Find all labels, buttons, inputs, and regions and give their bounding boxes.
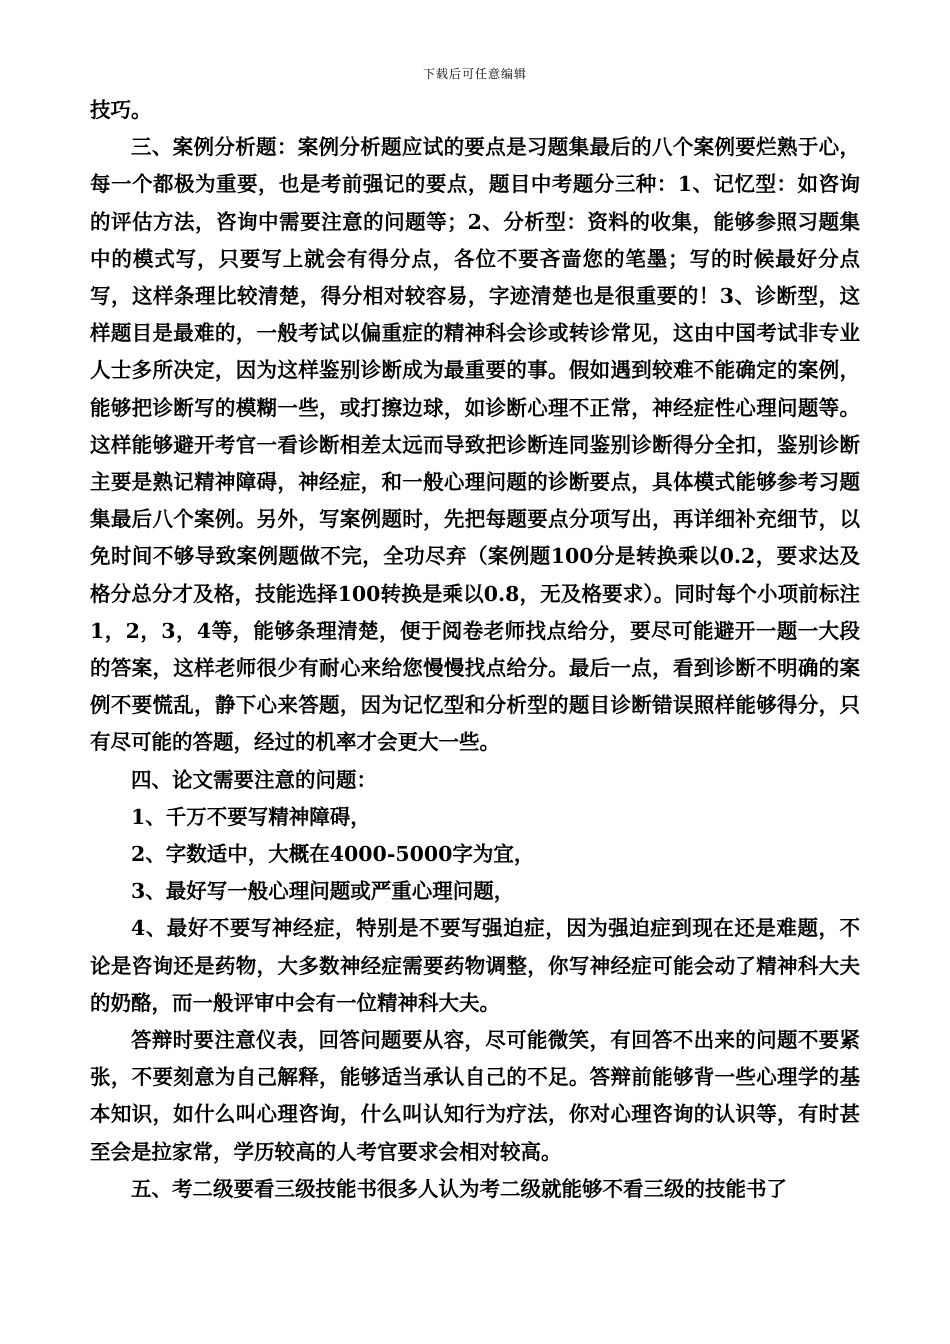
paragraph-thesis-item-2: 2、字数适中，大概在4000-5000字为宜， — [131, 842, 535, 867]
paragraph-thesis-item-4: 4、最好不要写神经症，特别是不要写强迫症，因为强迫症到现在还是难题，不论是咨询还是药物，大多数神经症需要药物调整，你写神经症可能会动了精神科大夫的奶酪，而一般评审中会有一位精神科大夫。 — [90, 916, 860, 1015]
paragraph-thesis-heading: 四、论文需要注意的问题： — [131, 767, 377, 792]
document-body — [90, 92, 860, 1208]
paragraph-section-five: 五、考二级要看三级技能书很多人认为考二级就能够不看三级的技能书了 — [131, 1176, 787, 1201]
paragraph-case-analysis: 三、案例分析题：案例分析题应试的要点是习题集最后的八个案例要烂熟于心，每一个都极为重要，也是考前强记的要点，题目中考题分三种：1、记忆型：如咨询的评估方法，咨询中需要注意的问题等；2、分析型：资料的收集，能够参照习题集中的模式写，只要写上就会有得分点，各位不要吝啬您的笔墨；写的时候最好分点写，这样条理比较清楚，得分相对较容易，字迹清楚也是很重要的！3、诊断型，这样题目是最难的，一般考试以偏重症的精神科会诊或转诊常见，这由中国考试非专业人士多所决定，因为这样鉴别诊断成为最重要的事。假如遇到较难不能确定的案例，能够把诊断写的模糊一些，或打擦边球，如诊断心理不正常，神经症性心理问题等。这样能够避开考官一看诊断相差太远而导致把诊断连同鉴别诊断得分全扣，鉴别诊断主要是熟记精神障碍，神经症，和一般心理问题的诊断要点，具体模式能够参考习题集最后八个案例。另外，写案例题时，先把每题要点分项写出，再详细补充细节，以免时间不够导致案例题做不完，全功尽弃（案例题100分是转换乘以0.2，要求达及格分总分才及格，技能选择100转换是乘以0.8，无及格要求）。同时每个小项前标注1，2，3，4等，能够条理清楚，便于阅卷老师找点给分，要尽可能避开一题一大段的答案，这样老师很少有耐心来给您慢慢找点给分。最后一点，看到诊断不明确的案例不要慌乱，静下心来答题，因为记忆型和分析型的题目诊断错误照样能够得分，只有尽可能的答题，经过的机率才会更大一些。 — [90, 135, 860, 755]
paragraph-continuation: 技巧。 — [90, 98, 152, 122]
paragraph-thesis-item-3: 3、最好写一般心理问题或严重心理问题， — [131, 879, 515, 904]
paragraph-thesis-item-1: 1、千万不要写精神障碍， — [131, 804, 371, 829]
page-header: 下载后可任意编辑 — [422, 67, 527, 81]
paragraph-defense: 答辩时要注意仪表，回答问题要从容，尽可能微笑，有回答不出来的问题不要紧张，不要刻意为自己解释，能够适当承认自己的不足。答辩前能够背一些心理学的基本知识，如什么叫心理咨询，什么叫认知行为疗法，你对心理咨询的认识等，有时甚至会是拉家常，学历较高的人考官要求会相对较高。 — [90, 1028, 860, 1164]
